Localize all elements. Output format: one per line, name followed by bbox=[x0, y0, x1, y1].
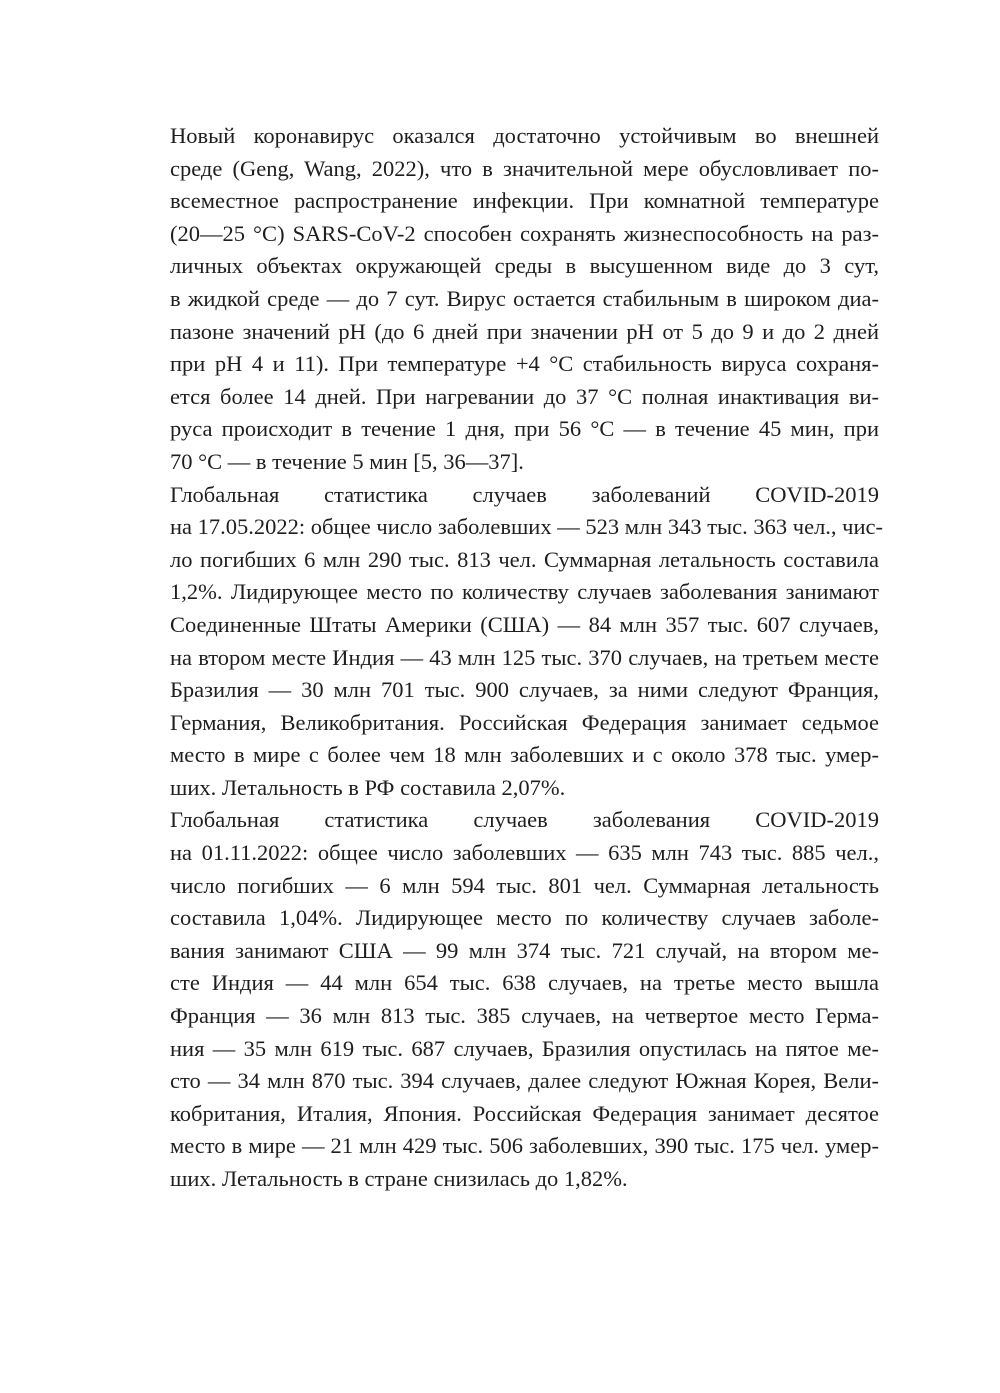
text-line: Франция — 36 млн 813 тыс. 385 случаев, на четвертое место Герма- bbox=[170, 1003, 879, 1029]
text-line: всеместное распространение инфекции. При комнатной температуре bbox=[170, 188, 879, 214]
body-text bbox=[139, 120, 884, 1196]
text-line: Глобальная статистика случаев заболеваний COVID-2019 bbox=[170, 481, 879, 507]
text-line: место в мире — 21 млн 429 тыс. 506 заболевших, 390 тыс. 175 чел. умер- bbox=[170, 1133, 879, 1159]
text-line: вания занимают США — 99 млн 374 тыс. 721 случай, на втором ме- bbox=[170, 937, 879, 963]
text-line: 70 °С — в течение 5 мин [5, 36—37]. bbox=[170, 448, 524, 474]
paragraph-statistics-november-2022 bbox=[139, 804, 879, 1195]
text-line: кобритания, Италия, Япония. Российская Федерация занимает десятое bbox=[170, 1100, 879, 1126]
text-line: место в мире с более чем 18 млн заболевших и с около 378 тыс. умер- bbox=[170, 742, 879, 768]
text-line: (20—25 °С) SARS-CoV-2 способен сохранять жизнеспособность на раз- bbox=[170, 220, 879, 246]
text-line: при pH 4 и 11). При температуре +4 °С стабильность вируса сохраня- bbox=[170, 351, 879, 377]
text-line: ших. Летальность в стране снизилась до 1,82%. bbox=[170, 1166, 628, 1191]
text-line: составила 1,04%. Лидирующее место по количеству случаев заболе- bbox=[170, 905, 879, 931]
text-line: Новый коронавирус оказался достаточно устойчивым во внешней bbox=[170, 123, 879, 148]
text-line: Глобальная статистика случаев заболевания COVID-2019 bbox=[170, 807, 879, 833]
text-line: число погибших — 6 млн 594 тыс. 801 чел. Суммарная летальность bbox=[170, 872, 879, 898]
text-line: руса происходит в течение 1 дня, при 56 °С — в течение 45 мин, при bbox=[170, 416, 879, 442]
text-line: на 17.05.2022: общее число заболевших — 523 млн 343 тыс. 363 чел., чис- bbox=[170, 514, 884, 540]
text-line: пазоне значений pH (до 6 дней при значении pH от 5 до 9 и до 2 дней bbox=[170, 318, 879, 344]
text-line: ния — 35 млн 619 тыс. 687 случаев, Бразилия опустилась на пятое ме- bbox=[170, 1035, 879, 1061]
text-line: ших. Летальность в РФ составила 2,07%. bbox=[170, 774, 566, 800]
text-line: Бразилия — 30 млн 701 тыс. 900 случаев, за ними следуют Франция, bbox=[170, 677, 879, 703]
text-line: ется более 14 дней. При нагревании до 37 °С полная инактивация ви- bbox=[170, 383, 879, 409]
text-line: на 01.11.2022: общее число заболевших — 635 млн 743 тыс. 885 чел., bbox=[170, 840, 879, 866]
text-line: 1,2%. Лидирующее место по количеству случаев заболевания занимают bbox=[170, 579, 879, 605]
text-line: сто — 34 млн 870 тыс. 394 случаев, далее следуют Южная Корея, Вели- bbox=[170, 1068, 879, 1094]
text-line: в жидкой среде — до 7 сут. Вирус остается стабильным в широком диа- bbox=[170, 285, 879, 311]
text-line: Соединенные Штаты Америки (США) — 84 млн 357 тыс. 607 случаев, bbox=[170, 611, 879, 637]
paragraph-statistics-may-2022 bbox=[139, 479, 884, 805]
text-line: ло погибших 6 млн 290 тыс. 813 чел. Суммарная летальность составила bbox=[170, 546, 879, 572]
paragraph-coronavirus-stability bbox=[139, 120, 879, 479]
text-line: сте Индия — 44 млн 654 тыс. 638 случаев, на третье место вышла bbox=[170, 970, 879, 996]
text-line: среде (Geng, Wang, 2022), что в значительной мере обусловливает по- bbox=[170, 155, 879, 181]
text-line: Германия, Великобритания. Российская Федерация занимает седьмое bbox=[170, 709, 879, 735]
text-line: личных объектах окружающей среды в высушенном виде до 3 сут, bbox=[170, 253, 879, 279]
text-line: на втором месте Индия — 43 млн 125 тыс. 370 случаев, на третьем месте bbox=[170, 644, 879, 670]
